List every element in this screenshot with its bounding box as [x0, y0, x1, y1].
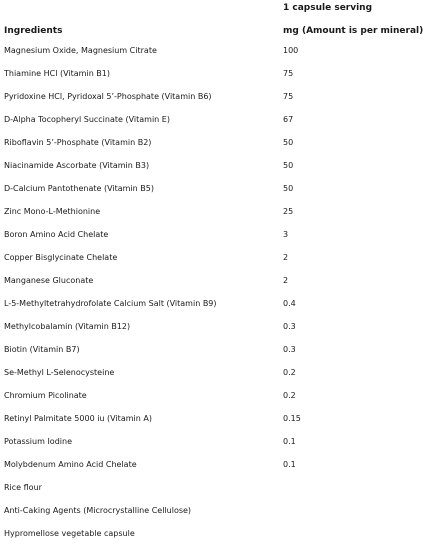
table-row [0, 183, 403, 206]
ingredient-name: Hypromellose vegetable capsule [4, 529, 135, 538]
ingredient-name: Manganese Gluconate [4, 276, 94, 285]
serving-size-header: 1 capsule serving [283, 3, 373, 13]
ingredient-name: Magnesium Oxide, Magnesium Citrate [4, 46, 157, 55]
ingredient-name: Riboflavin 5’-Phosphate (Vitamin B2) [4, 138, 152, 147]
ingredient-name: Rice flour [4, 483, 42, 492]
table-row [0, 114, 403, 137]
ingredient-amount: 0.3 [283, 345, 296, 354]
ingredient-amount: 0.1 [283, 460, 296, 469]
table-row [0, 528, 403, 551]
ingredient-name: Zinc Mono-L-Methionine [4, 207, 101, 216]
ingredient-name: Anti-Caking Agents (Microcrystalline Cellulose) [4, 506, 192, 515]
table-row [0, 436, 403, 459]
ingredient-amount: 0.2 [283, 368, 296, 377]
ingredient-amount: 0.2 [283, 391, 296, 400]
ingredient-amount: 25 [283, 207, 294, 216]
ingredient-name: Biotin (Vitamin B7) [4, 345, 80, 354]
ingredient-name: D-Alpha Tocopheryl Succinate (Vitamin E) [4, 115, 170, 124]
table-row [0, 413, 403, 436]
ingredient-amount: 75 [283, 92, 294, 101]
table-row [0, 505, 403, 528]
ingredient-amount: 2 [283, 253, 289, 262]
ingredient-name: Pyridoxine HCl, Pyridoxal 5’-Phosphate (Vitamin B6) [4, 92, 212, 101]
table-row [0, 229, 403, 252]
ingredient-amount: 50 [283, 184, 294, 193]
ingredient-amount: 0.3 [283, 322, 296, 331]
table-row [0, 321, 403, 344]
amount-column-header: mg (Amount is per mineral) [283, 26, 423, 36]
ingredient-amount: 0.1 [283, 437, 296, 446]
table-row [0, 298, 403, 321]
ingredient-amount: 50 [283, 138, 294, 147]
ingredient-name: Boron Amino Acid Chelate [4, 230, 109, 239]
ingredient-amount: 2 [283, 276, 289, 285]
ingredient-name: Retinyl Palmitate 5000 iu (Vitamin A) [4, 414, 152, 423]
ingredient-name: L-5-Methyltetrahydrofolate Calcium Salt (Vitamin B9) [4, 299, 217, 308]
table-row [0, 344, 403, 367]
ingredient-name: Se-Methyl L-Selenocysteine [4, 368, 115, 377]
table-row [0, 275, 403, 298]
ingredient-name: Methylcobalamin (Vitamin B12) [4, 322, 131, 331]
ingredient-rows [0, 45, 403, 551]
table-row [0, 91, 403, 114]
ingredient-name: Potassium Iodine [4, 437, 72, 446]
ingredients-column-header: Ingredients [4, 26, 63, 36]
ingredient-amount: 0.4 [283, 299, 296, 308]
ingredient-amount: 67 [283, 115, 294, 124]
ingredient-name: Thiamine HCl (Vitamin B1) [4, 69, 111, 78]
ingredient-name: D-Calcium Pantothenate (Vitamin B5) [4, 184, 154, 193]
ingredient-name: Chromium Picolinate [4, 391, 87, 400]
ingredient-name: Niacinamide Ascorbate (Vitamin B3) [4, 161, 150, 170]
ingredient-amount: 0.15 [283, 414, 301, 423]
ingredient-amount: 50 [283, 161, 294, 170]
table-row [0, 160, 403, 183]
table-row [0, 252, 403, 275]
ingredient-name: Molybdenum Amino Acid Chelate [4, 460, 137, 469]
table-row [0, 45, 403, 68]
table-row [0, 482, 403, 505]
table-row [0, 137, 403, 160]
ingredient-amount: 75 [283, 69, 294, 78]
table-row [0, 459, 403, 482]
table-row [0, 390, 403, 413]
table-row [0, 206, 403, 229]
table-row [0, 367, 403, 390]
table-row [0, 68, 403, 91]
ingredient-name: Copper Bisglycinate Chelate [4, 253, 118, 262]
ingredient-amount: 3 [283, 230, 289, 239]
ingredient-amount: 100 [283, 46, 299, 55]
